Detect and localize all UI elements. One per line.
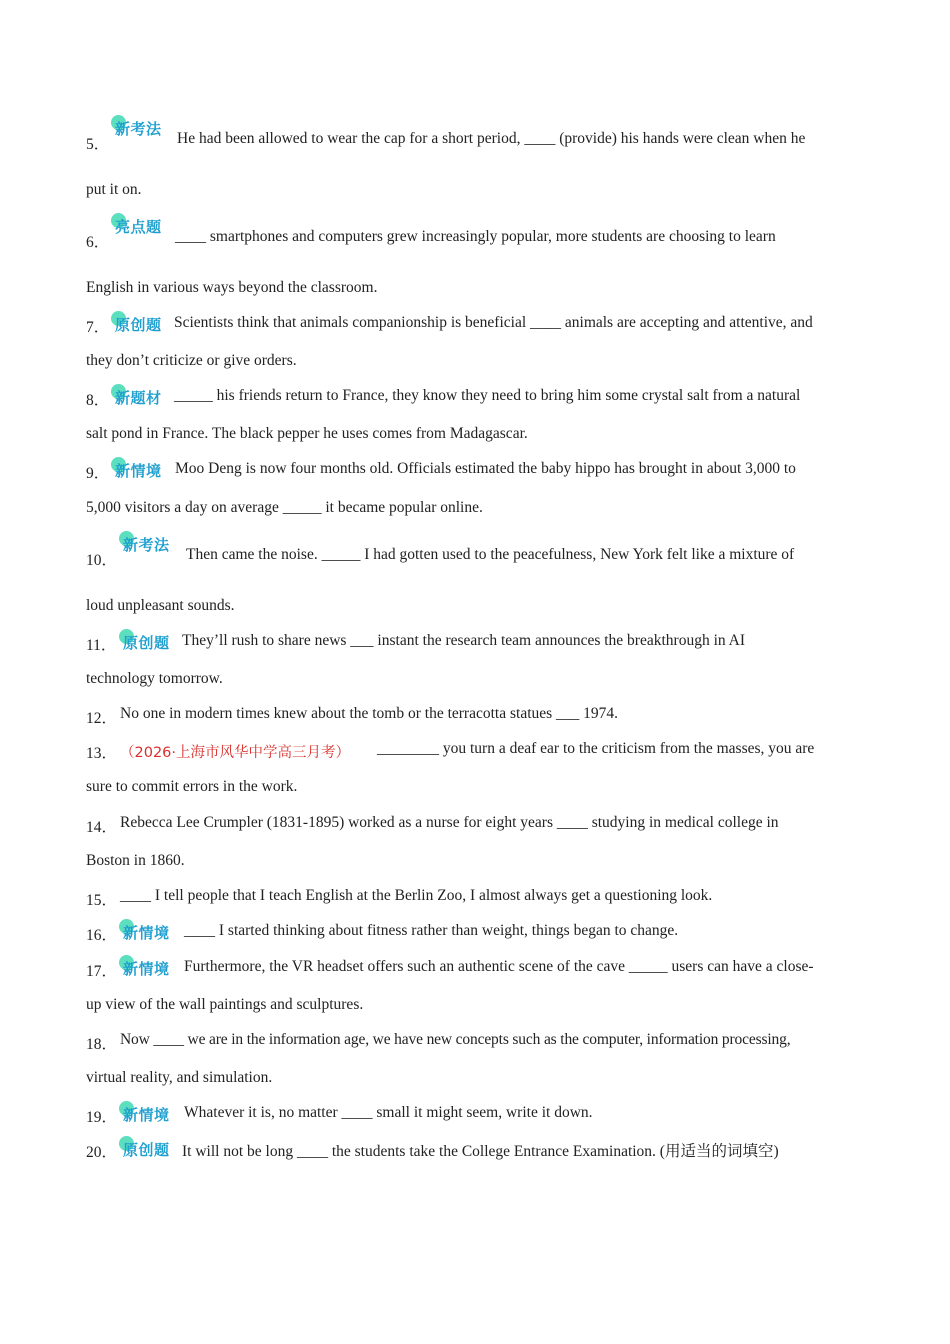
question-number: 10． (86, 552, 118, 569)
question-text: ____ I tell people that I teach English at the Berlin Zoo, I almost always get a questioning look. (120, 887, 713, 904)
tag-badge: 新情境 (123, 1104, 170, 1125)
question-text: ____ smartphones and computers grew increasingly popular, more students are choosing to learn (175, 228, 776, 245)
question-number: 15． (86, 892, 118, 909)
question-number: 13． (86, 745, 118, 762)
question-text-continued: virtual reality, and simulation. (86, 1069, 273, 1086)
tag-badge: 原创题 (115, 314, 162, 335)
question-text: No one in modern times knew about the tomb or the terracotta statues ___ 1974. (120, 705, 619, 722)
tag-badge: 亮点题 (115, 216, 162, 237)
tag-badge: 原创题 (123, 632, 170, 653)
question-text: He had been allowed to wear the cap for a short period, ____ (provide) his hands were clean when he (177, 130, 806, 147)
question-number: 19． (86, 1109, 118, 1126)
question-text-continued: technology tomorrow. (86, 670, 223, 687)
question-text: ____ I started thinking about fitness rather than weight, things began to change. (184, 922, 679, 939)
question-text: Rebecca Lee Crumpler (1831-1895) worked as a nurse for eight years ____ studying in medical college in (120, 814, 779, 831)
tag-badge: 新情境 (123, 922, 170, 943)
question-text-continued: English in various ways beyond the classroom. (86, 279, 378, 296)
question-number: 18． (86, 1036, 118, 1053)
question-text: ________ you turn a deaf ear to the criticism from the masses, you are (377, 740, 815, 757)
question-text: _____ his friends return to France, they know they need to bring him some crystal salt from a natural (174, 387, 801, 404)
question-source: （2026·上海市风华中学高三月考） (120, 745, 351, 761)
tag-badge: 新情境 (115, 460, 162, 481)
question-text-continued: sure to commit errors in the work. (86, 778, 298, 795)
question-text-continued: put it on. (86, 181, 142, 198)
question-text-continued: up view of the wall paintings and sculptures. (86, 996, 364, 1013)
tag-badge: 新考法 (123, 534, 170, 555)
question-text: Whatever it is, no matter ____ small it might seem, write it down. (184, 1104, 593, 1121)
question-text: Scientists think that animals companionship is beneficial ____ animals are accepting and attentive, and (174, 314, 813, 331)
question-text: It will not be long ____ the students take the College Entrance Examination. (用适当的词填空) (182, 1143, 779, 1160)
question-text: Furthermore, the VR headset offers such an authentic scene of the cave _____ users can have a close- (184, 958, 814, 975)
question-text-continued: Boston in 1860. (86, 852, 185, 869)
question-number: 6． (86, 234, 110, 251)
question-number: 5． (86, 136, 110, 153)
question-text-continued: they don’t criticize or give orders. (86, 352, 297, 369)
question-number: 14． (86, 819, 118, 836)
tag-badge: 新情境 (123, 958, 170, 979)
question-text: Now ____ we are in the information age, we have new concepts such as the computer, information processing, (120, 1031, 791, 1048)
question-text: Moo Deng is now four months old. Officials estimated the baby hippo has brought in about 3,000 to (175, 460, 796, 477)
question-number: 8． (86, 392, 110, 409)
question-number: 9． (86, 465, 110, 482)
question-number: 12． (86, 710, 118, 727)
question-number: 16． (86, 927, 118, 944)
question-text-continued: salt pond in France. The black pepper he uses comes from Madagascar. (86, 425, 528, 442)
question-number: 17． (86, 963, 118, 980)
question-number: 20． (86, 1144, 118, 1161)
question-number: 7． (86, 319, 110, 336)
tag-badge: 原创题 (123, 1139, 170, 1160)
question-text: Then came the noise. _____ I had gotten used to the peacefulness, New York felt like a mixture of (186, 546, 795, 563)
question-number: 11． (86, 637, 117, 654)
question-text-continued: loud unpleasant sounds. (86, 597, 235, 614)
question-text: They’ll rush to share news ___ instant the research team announces the breakthrough in AI (182, 632, 745, 649)
tag-badge: 新题材 (115, 387, 162, 408)
tag-badge: 新考法 (115, 118, 162, 139)
question-text-continued: 5,000 visitors a day on average _____ it became popular online. (86, 499, 483, 516)
